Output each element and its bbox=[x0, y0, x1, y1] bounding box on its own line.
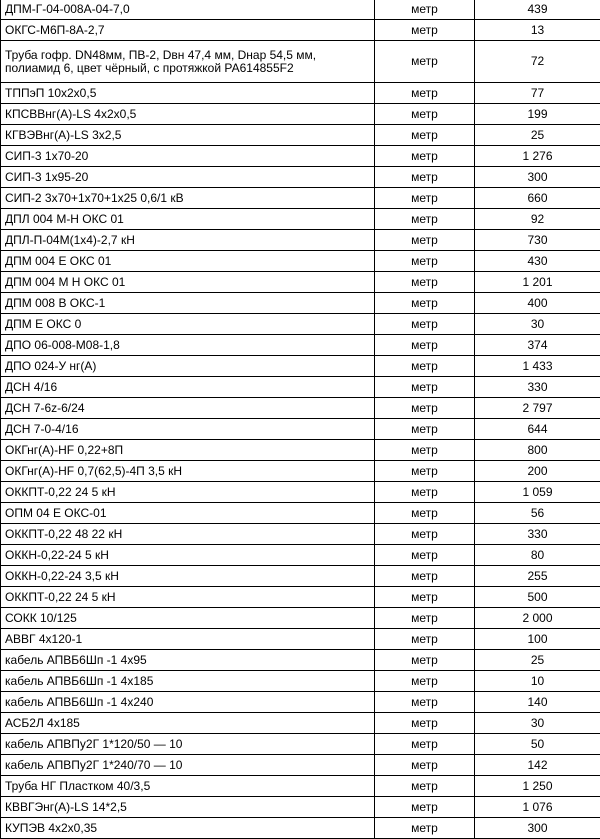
quantity-cell: 439 bbox=[475, 0, 600, 20]
unit-cell: метр bbox=[375, 482, 475, 503]
quantity-cell: 1 433 bbox=[475, 356, 600, 377]
item-name-cell: ОКГнг(А)-HF 0,22+8П bbox=[1, 440, 375, 461]
item-name-cell: ОККН-0,22-24 5 кН bbox=[1, 545, 375, 566]
item-name-cell: ОКГС-М6П-8А-2,7 bbox=[1, 20, 375, 41]
quantity-cell: 500 bbox=[475, 587, 600, 608]
unit-cell: метр bbox=[375, 377, 475, 398]
table-row bbox=[1, 230, 600, 251]
unit-cell: метр bbox=[375, 251, 475, 272]
table-body bbox=[1, 0, 600, 839]
table-row bbox=[1, 503, 600, 524]
item-name-cell: ДПМ 004 М Н ОКС 01 bbox=[1, 272, 375, 293]
quantity-cell: 80 bbox=[475, 545, 600, 566]
item-name-cell: АВВГ 4х120-1 bbox=[1, 629, 375, 650]
table-row bbox=[1, 314, 600, 335]
table-row bbox=[1, 356, 600, 377]
item-name-cell: ОККН-0,22-24 3,5 кН bbox=[1, 566, 375, 587]
item-name-cell: кабель АПВПу2Г 1*120/50 — 10 bbox=[1, 734, 375, 755]
table-row bbox=[1, 566, 600, 587]
quantity-cell: 1 059 bbox=[475, 482, 600, 503]
unit-cell: метр bbox=[375, 503, 475, 524]
table-row bbox=[1, 251, 600, 272]
item-name-cell: ОКГнг(А)-HF 0,7(62,5)-4П 3,5 кН bbox=[1, 461, 375, 482]
table-row bbox=[1, 482, 600, 503]
unit-cell: метр bbox=[375, 230, 475, 251]
quantity-cell: 1 076 bbox=[475, 797, 600, 818]
item-name-cell: ДПЛ 004 М-Н ОКС 01 bbox=[1, 209, 375, 230]
item-name-cell: СОКК 10/125 bbox=[1, 608, 375, 629]
unit-cell: метр bbox=[375, 524, 475, 545]
quantity-cell: 1 276 bbox=[475, 146, 600, 167]
unit-cell: метр bbox=[375, 419, 475, 440]
unit-cell: метр bbox=[375, 440, 475, 461]
unit-cell: метр bbox=[375, 566, 475, 587]
quantity-cell: 374 bbox=[475, 335, 600, 356]
table-row bbox=[1, 335, 600, 356]
quantity-cell: 660 bbox=[475, 188, 600, 209]
unit-cell: метр bbox=[375, 41, 475, 83]
unit-cell: метр bbox=[375, 734, 475, 755]
table-row bbox=[1, 650, 600, 671]
table-row bbox=[1, 818, 600, 839]
quantity-cell: 25 bbox=[475, 125, 600, 146]
unit-cell: метр bbox=[375, 272, 475, 293]
table-row bbox=[1, 524, 600, 545]
quantity-cell: 1 250 bbox=[475, 776, 600, 797]
quantity-cell: 50 bbox=[475, 734, 600, 755]
item-name-cell: ДПМ 008 В ОКС-1 bbox=[1, 293, 375, 314]
item-name-cell: ОПМ 04 Е ОКС-01 bbox=[1, 503, 375, 524]
table-row bbox=[1, 188, 600, 209]
unit-cell: метр bbox=[375, 0, 475, 20]
quantity-cell: 330 bbox=[475, 524, 600, 545]
item-name-cell: ДСН 7-6z-6/24 bbox=[1, 398, 375, 419]
item-name-cell: КПСВВнг(А)-LS 4х2х0,5 bbox=[1, 104, 375, 125]
quantity-cell: 730 bbox=[475, 230, 600, 251]
unit-cell: метр bbox=[375, 125, 475, 146]
table-row bbox=[1, 83, 600, 104]
quantity-cell: 100 bbox=[475, 629, 600, 650]
item-name-cell: ОККПТ-0,22 24 5 кН bbox=[1, 587, 375, 608]
quantity-cell: 300 bbox=[475, 167, 600, 188]
item-name-cell: КУПЭВ 4х2х0,35 bbox=[1, 818, 375, 839]
unit-cell: метр bbox=[375, 650, 475, 671]
quantity-cell: 13 bbox=[475, 20, 600, 41]
table-row bbox=[1, 20, 600, 41]
quantity-cell: 330 bbox=[475, 377, 600, 398]
unit-cell: метр bbox=[375, 293, 475, 314]
quantity-cell: 200 bbox=[475, 461, 600, 482]
item-name-cell: ОККПТ-0,22 24 5 кН bbox=[1, 482, 375, 503]
item-name-cell: ДПМ Е ОКС 0 bbox=[1, 314, 375, 335]
table-row bbox=[1, 776, 600, 797]
item-name-cell: ДПО 06-008-М08-1,8 bbox=[1, 335, 375, 356]
quantity-cell: 300 bbox=[475, 818, 600, 839]
table-row bbox=[1, 545, 600, 566]
table-row bbox=[1, 104, 600, 125]
unit-cell: метр bbox=[375, 335, 475, 356]
item-name-cell: Труба гофр. DN48мм, ПВ-2, Dвн 47,4 мм, Dнар 54,5 мм, полиамид 6, цвет чёрный, с протяжкой РА614855F2 bbox=[1, 41, 375, 83]
table-row bbox=[1, 0, 600, 20]
table-row bbox=[1, 692, 600, 713]
quantity-cell: 255 bbox=[475, 566, 600, 587]
item-name-cell: ДПМ 004 Е ОКС 01 bbox=[1, 251, 375, 272]
unit-cell: метр bbox=[375, 146, 475, 167]
quantity-cell: 25 bbox=[475, 650, 600, 671]
table-row bbox=[1, 461, 600, 482]
item-name-cell: СИП-3 1х70-20 bbox=[1, 146, 375, 167]
unit-cell: метр bbox=[375, 461, 475, 482]
unit-cell: метр bbox=[375, 83, 475, 104]
item-name-cell: кабель АПВПу2Г 1*240/70 — 10 bbox=[1, 755, 375, 776]
unit-cell: метр bbox=[375, 356, 475, 377]
unit-cell: метр bbox=[375, 167, 475, 188]
item-name-cell: кабель АПВБ6Шп -1 4х185 bbox=[1, 671, 375, 692]
unit-cell: метр bbox=[375, 20, 475, 41]
item-name-cell: АСБ2Л 4х185 bbox=[1, 713, 375, 734]
table-row bbox=[1, 629, 600, 650]
unit-cell: метр bbox=[375, 587, 475, 608]
unit-cell: метр bbox=[375, 545, 475, 566]
item-name-cell: СИП-3 1х95-20 bbox=[1, 167, 375, 188]
unit-cell: метр bbox=[375, 398, 475, 419]
table-row bbox=[1, 167, 600, 188]
unit-cell: метр bbox=[375, 671, 475, 692]
table-row bbox=[1, 398, 600, 419]
item-name-cell: КВВГЭнг(А)-LS 14*2,5 bbox=[1, 797, 375, 818]
table-row bbox=[1, 419, 600, 440]
quantity-cell: 92 bbox=[475, 209, 600, 230]
quantity-cell: 30 bbox=[475, 314, 600, 335]
unit-cell: метр bbox=[375, 314, 475, 335]
item-name-cell: ОККПТ-0,22 48 22 кН bbox=[1, 524, 375, 545]
table-row bbox=[1, 671, 600, 692]
table-row bbox=[1, 146, 600, 167]
item-name-cell: ДПО 024-У нг(А) bbox=[1, 356, 375, 377]
unit-cell: метр bbox=[375, 209, 475, 230]
table-row bbox=[1, 377, 600, 398]
item-name-cell: кабель АПВБ6Шп -1 4х95 bbox=[1, 650, 375, 671]
quantity-cell: 1 201 bbox=[475, 272, 600, 293]
table-row bbox=[1, 587, 600, 608]
quantity-cell: 430 bbox=[475, 251, 600, 272]
item-name-cell: ДСН 4/16 bbox=[1, 377, 375, 398]
table-row bbox=[1, 272, 600, 293]
quantity-cell: 72 bbox=[475, 41, 600, 83]
item-name-cell: СИП-2 3х70+1х70+1х25 0,6/1 кВ bbox=[1, 188, 375, 209]
quantity-cell: 644 bbox=[475, 419, 600, 440]
quantity-cell: 30 bbox=[475, 713, 600, 734]
quantity-cell: 2 797 bbox=[475, 398, 600, 419]
item-name-cell: ДПМ-Г-04-008А-04-7,0 bbox=[1, 0, 375, 20]
quantity-cell: 10 bbox=[475, 671, 600, 692]
unit-cell: метр bbox=[375, 818, 475, 839]
table-row bbox=[1, 734, 600, 755]
quantity-cell: 2 000 bbox=[475, 608, 600, 629]
unit-cell: метр bbox=[375, 713, 475, 734]
table-row bbox=[1, 293, 600, 314]
unit-cell: метр bbox=[375, 104, 475, 125]
quantity-cell: 77 bbox=[475, 83, 600, 104]
unit-cell: метр bbox=[375, 755, 475, 776]
table-row bbox=[1, 755, 600, 776]
item-name-cell: КГВЭВнг(А)-LS 3х2,5 bbox=[1, 125, 375, 146]
table-row bbox=[1, 608, 600, 629]
table-row bbox=[1, 41, 600, 83]
unit-cell: метр bbox=[375, 776, 475, 797]
quantity-cell: 400 bbox=[475, 293, 600, 314]
quantity-cell: 142 bbox=[475, 755, 600, 776]
quantity-cell: 199 bbox=[475, 104, 600, 125]
quantity-cell: 800 bbox=[475, 440, 600, 461]
item-name-cell: ТППэП 10х2х0,5 bbox=[1, 83, 375, 104]
unit-cell: метр bbox=[375, 188, 475, 209]
quantity-cell: 56 bbox=[475, 503, 600, 524]
item-name-cell: ДПЛ-П-04М(1х4)-2,7 кН bbox=[1, 230, 375, 251]
table-row bbox=[1, 209, 600, 230]
quantity-cell: 140 bbox=[475, 692, 600, 713]
table-row bbox=[1, 125, 600, 146]
item-name-cell: Труба НГ Пластком 40/3,5 bbox=[1, 776, 375, 797]
item-name-cell: ДСН 7-0-4/16 bbox=[1, 419, 375, 440]
table-row bbox=[1, 440, 600, 461]
unit-cell: метр bbox=[375, 629, 475, 650]
item-name-cell: кабель АПВБ6Шп -1 4х240 bbox=[1, 692, 375, 713]
unit-cell: метр bbox=[375, 797, 475, 818]
unit-cell: метр bbox=[375, 692, 475, 713]
unit-cell: метр bbox=[375, 608, 475, 629]
table-row bbox=[1, 713, 600, 734]
